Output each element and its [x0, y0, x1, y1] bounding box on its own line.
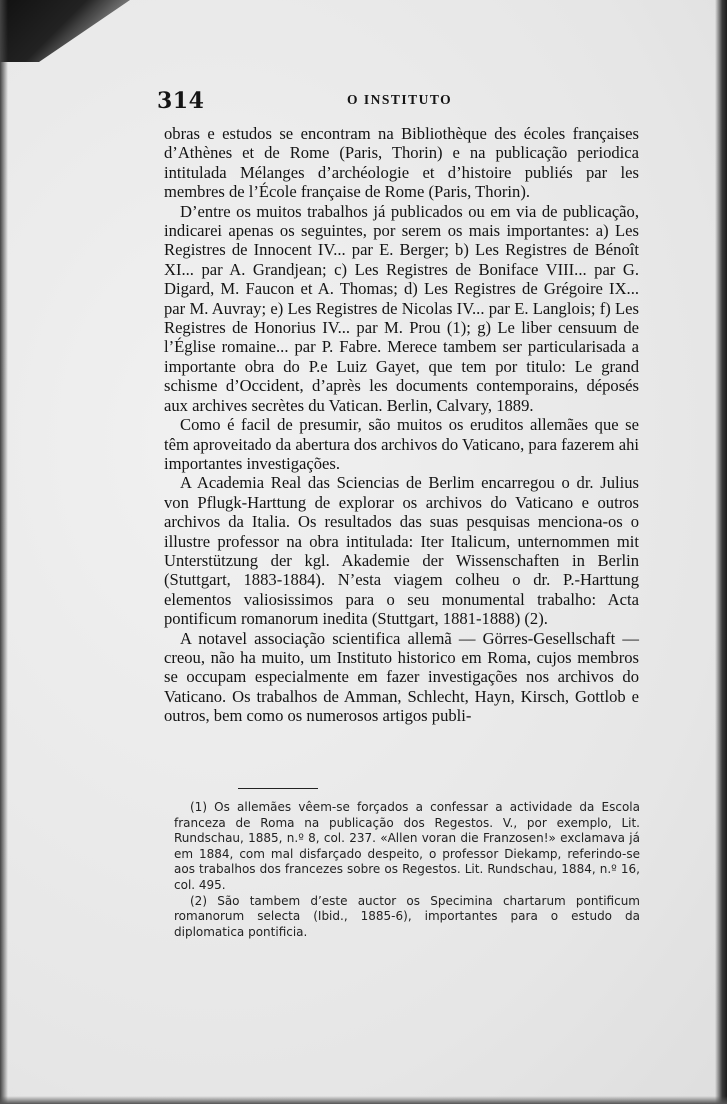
paragraph: Como é facil de presumir, são muitos os eruditos allemães que se têm aproveitado da abertura dos archivos do Vaticano, para fazerem ahi importantes investigações. [164, 415, 639, 473]
footnotes [174, 800, 640, 940]
paragraph: A Academia Real das Sciencias de Berlim encarregou o dr. Julius von Pflugk-Harttung de explorar os archivos do Vaticano e outros archivos da Italia. Os resultados das suas pesquisas menciona-os o illustre professor na obra intitulada: Iter Italicum, unternommen mit Unterstützung der kgl. Akademie der Wissenschaften in Berlin (Stuttgart, 1883-1884). N’esta viagem colheu o dr. P.-Harttung elementos valiosissimos para o seu monumental trabalho: Acta pontificum romanorum inedita (Stuttgart, 1881-1888) (2). [164, 473, 639, 629]
page-number: 314 [157, 88, 205, 114]
scan-left-edge [0, 0, 8, 1104]
running-head: O INSTITUTO [347, 92, 453, 107]
footnote: (1) Os allemães vêem-se forçados a confessar a actividade da Escola franceza de Roma na publicação dos Regestos. V., por exemplo, Lit. Rundschau, 1885, n.º 8, col. 237. «Allen voran die Franzosen!» exclamava já em 1884, com mal disfarçado despeito, o professor Diekamp, referindo-se aos trabalhos dos francezes sobre os Regestos. Lit. Rundschau, 1884, n.º 16, col. 495. [174, 800, 640, 892]
body-text [164, 124, 639, 726]
paragraph: A notavel associação scientifica allemã — Görres-Gesellschaft — creou, não ha muito, um Instituto historico em Roma, cujos membros se occupam especialmente em fazer investigações nos archivos do Vaticano. Os trabalhos de Amman, Schlecht, Hayn, Kirsch, Gottlob e outros, bem como os numerosos artigos publi- [164, 628, 639, 726]
scan-bottom-edge [0, 1096, 727, 1104]
footnote: (2) São tambem d’este auctor os Specimina chartarum pontificum romanorum selecta (Ibid., 1885-6), importantes para o estudo da diplomatica pontificia. [174, 893, 640, 939]
scan-right-edge [715, 0, 727, 1104]
scan-corner-shadow [0, 0, 130, 62]
paragraph: obras e estudos se encontram na Bibliothèque des écoles françaises d’Athènes et de Rome (Paris, Thorin) e na publicação periodica intitulada Mélanges d’archéologie et d’histoire publiés par les membres de l’École française de Rome (Paris, Thorin). [164, 124, 639, 202]
page-header [157, 88, 640, 114]
footnote-separator [238, 788, 318, 789]
paragraph: D’entre os muitos trabalhos já publicados ou em via de publicação, indicarei apenas os seguintes, por serem os mais importantes: a) Les Registres de Innocent IV... par E. Berger; b) Les Registres de Bénoît XI... par A. Grandjean; c) Les Registres de Boniface VIII... par G. Digard, M. Faucon et A. Thomas; d) Les Registres de Grégoire IX... par M. Auvray; e) Les Registres de Nicolas IV... par E. Langlois; f) Les Registres de Honorius IV... par M. Prou (1); g) Le liber censuum de l’Église romaine... par P. Fabre. Merece tambem ser particularisada a importante obra do P.e Luiz Gayet, que tem por titulo: Le grand schisme d’Occident, d’après les documents contemporains, déposés aux archives secrètes du Vatican. Berlin, Calvary, 1889. [164, 201, 639, 415]
